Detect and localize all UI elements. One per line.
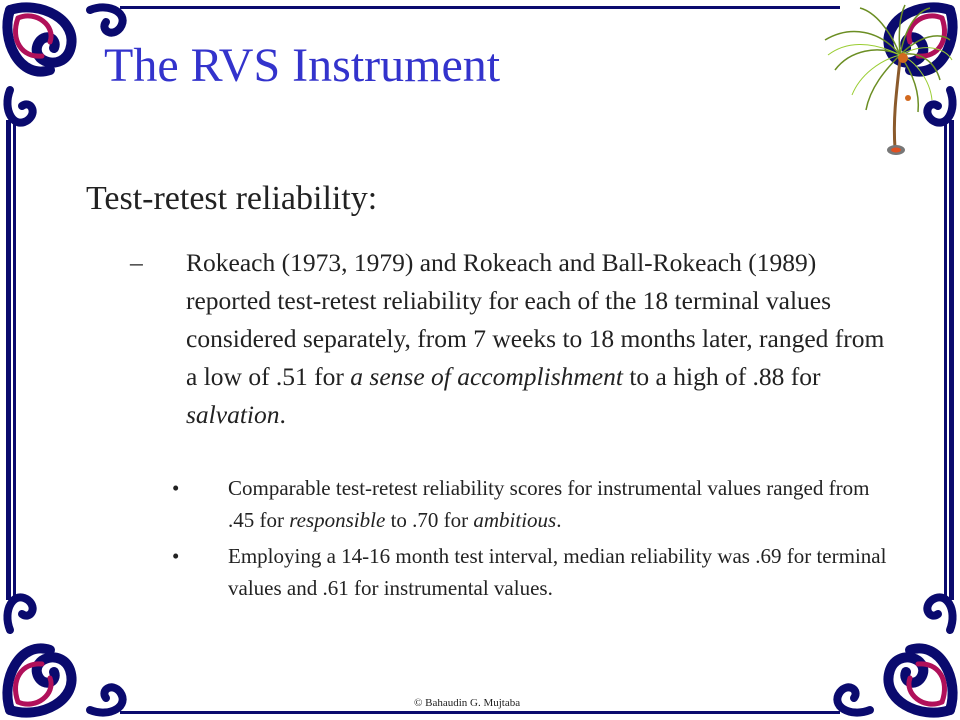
paragraph-text: . <box>279 400 286 429</box>
bullet-item <box>228 540 888 604</box>
bullet-italic-phrase: responsible <box>289 508 386 532</box>
bullet-item <box>228 472 888 536</box>
paragraph-text: Rokeach (1973, 1979) and Rokeach and Ball-Rokeach (1989) reported test-retest reliability for each of the 18 terminal values considered separately, from 7 weeks to 18 months later, ranged from a low of .51 for <box>186 248 885 391</box>
corner-ornament-bottom-left <box>7 597 122 712</box>
bullet-italic-phrase: ambitious <box>473 508 557 532</box>
paragraph-text: to a high of .88 for <box>622 362 821 391</box>
bullet-marker: • <box>172 544 180 568</box>
bullet-text: Comparable test-retest reliability scores for instrumental values ranged from .45 for <box>228 476 870 532</box>
copyright-footer: © Bahaudin G. Mujtaba <box>414 697 521 709</box>
section-heading: Test-retest reliability: <box>86 180 378 217</box>
paragraph-italic-phrase: a sense of accomplishment <box>350 362 623 391</box>
dash-marker: – <box>130 248 143 277</box>
bullet-text: to .70 for <box>385 508 474 532</box>
bullet-text: . <box>556 508 562 532</box>
main-paragraph <box>186 244 886 434</box>
slide-title: The RVS Instrument <box>104 39 501 92</box>
bullet-marker: • <box>172 476 180 500</box>
paragraph-italic-phrase: salvation <box>186 400 280 429</box>
corner-ornament-bottom-right <box>837 597 952 712</box>
bullet-text: Employing a 14-16 month test interval, median reliability was .69 for terminal values and .61 for instrumental values. <box>228 544 887 600</box>
